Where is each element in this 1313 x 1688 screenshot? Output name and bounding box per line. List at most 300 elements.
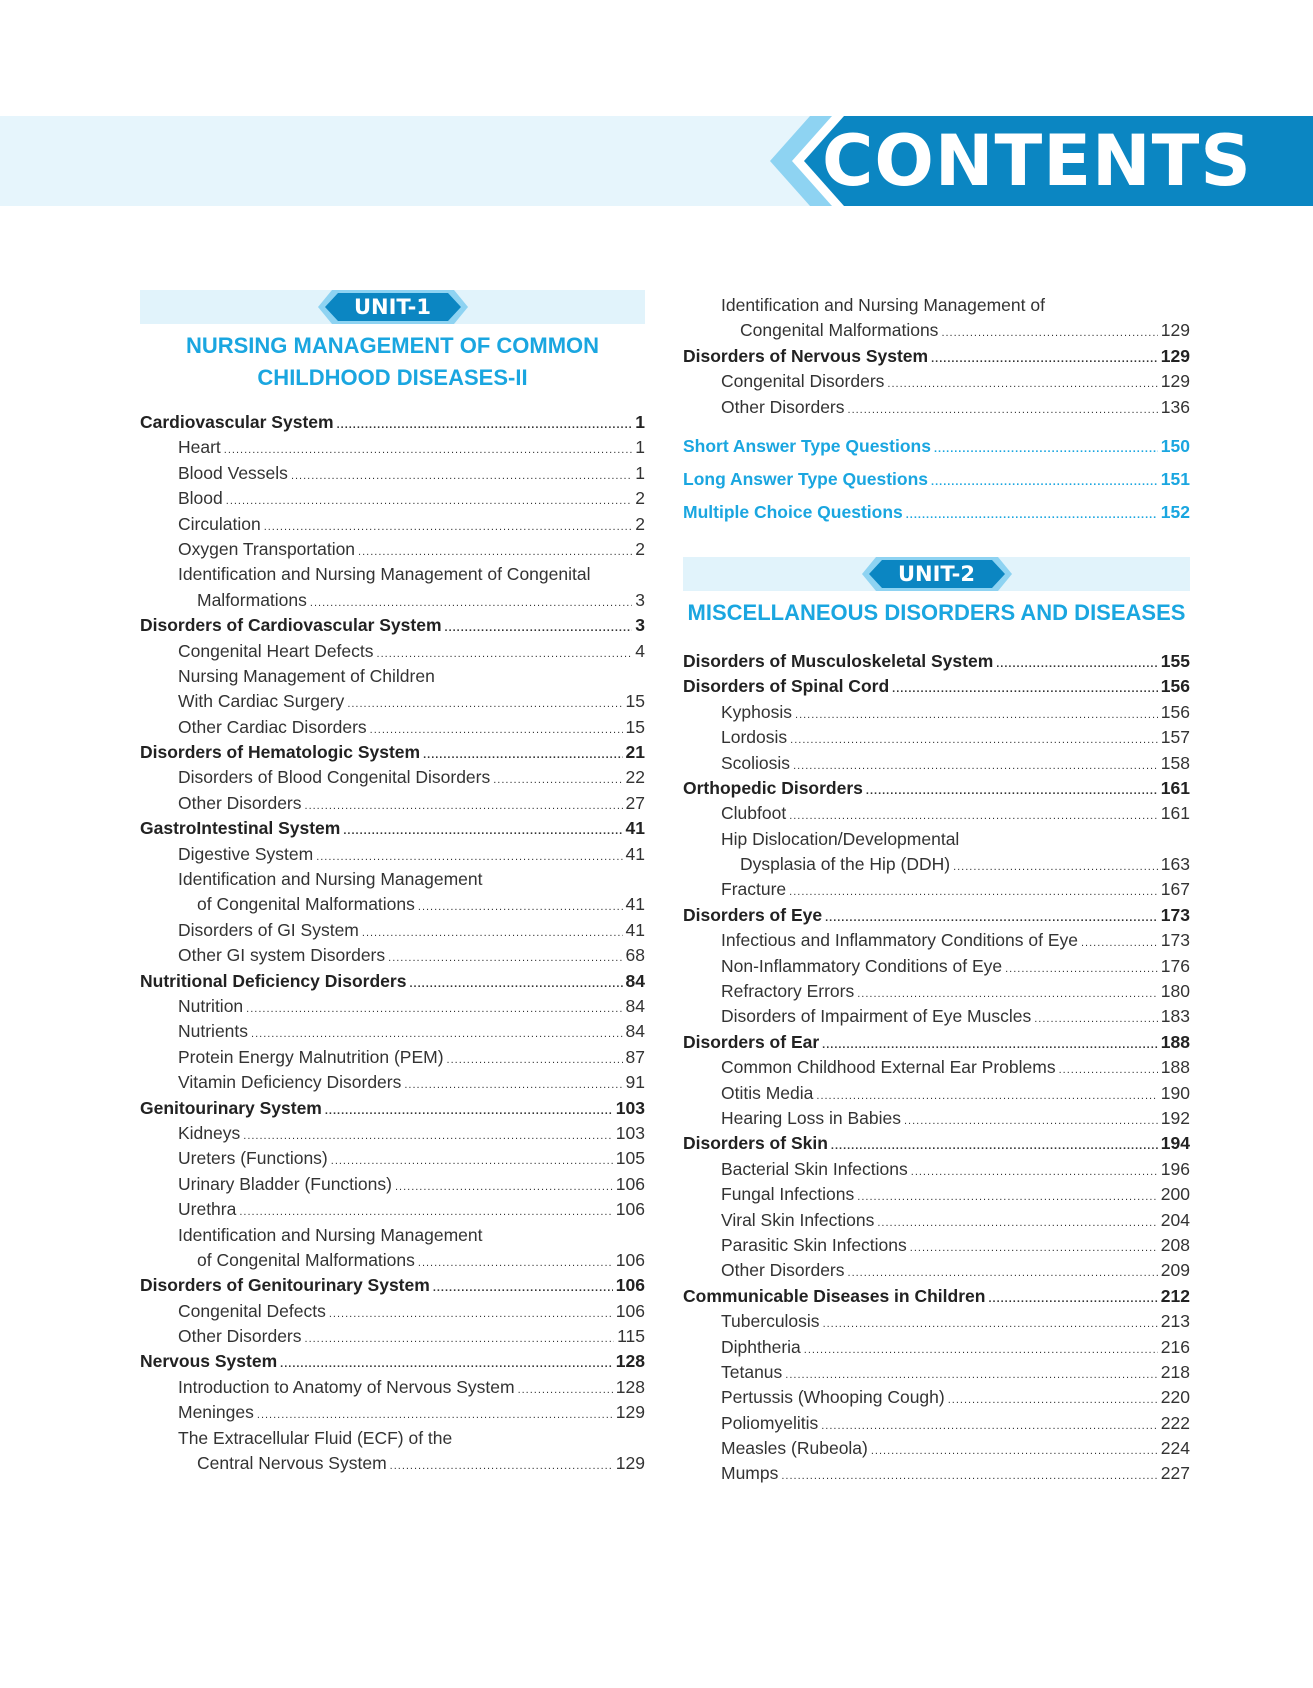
toc-heading-entry: [683, 903, 1190, 928]
toc-heading-entry: [683, 1030, 1190, 1055]
page-number: 129: [615, 1453, 645, 1474]
toc-entry: [140, 715, 645, 740]
entry-title: Urethra: [178, 1199, 237, 1220]
toc-entry: [140, 1324, 645, 1349]
toc-entry: [140, 892, 645, 917]
toc-heading-entry: [140, 410, 645, 435]
toc-entry: [140, 1070, 645, 1095]
dot-leader: [325, 1099, 613, 1124]
entry-title: Introduction to Anatomy of Nervous System: [178, 1376, 515, 1397]
dot-leader: [493, 768, 622, 793]
toc-entry: [140, 943, 645, 968]
entry-title: Refractory Errors: [721, 981, 855, 1002]
entry-title: Multiple Choice Questions: [683, 501, 903, 522]
dot-leader: [362, 921, 623, 946]
page-number: 87: [625, 1046, 645, 1067]
toc-entry: [683, 801, 1190, 826]
entry-title: Protein Energy Malnutrition (PEM): [178, 1046, 444, 1067]
dot-leader: [291, 464, 632, 489]
unit-title-line: MISCELLANEOUS DISORDERS AND DISEASES: [687, 599, 1186, 625]
page-number: 218: [1160, 1361, 1190, 1382]
dot-leader: [343, 819, 622, 844]
toc-entry: [683, 1106, 1190, 1131]
toc-entry: [140, 461, 645, 486]
toc-entry: [140, 639, 645, 664]
entry-title: Identification and Nursing Management: [178, 869, 483, 890]
entry-title: Disorders of Musculoskeletal System: [683, 650, 994, 671]
page-number: 188: [1160, 1057, 1190, 1078]
dot-leader: [1034, 1007, 1158, 1032]
page-number: 129: [1160, 371, 1190, 392]
page-number: 167: [1160, 879, 1190, 900]
entry-title: Disorders of Nervous System: [683, 345, 929, 366]
page-number: 1: [635, 462, 645, 483]
entry-title: Fungal Infections: [721, 1184, 855, 1205]
page-number: 106: [615, 1249, 645, 1270]
entry-title: Meninges: [178, 1402, 254, 1423]
entry-title: Congenital Heart Defects: [178, 640, 374, 661]
toc-heading-entry: [140, 816, 645, 841]
toc-entry: [140, 689, 645, 714]
toc-entry: [683, 954, 1190, 979]
toc-entry: [140, 537, 645, 562]
toc-heading-entry: [683, 649, 1190, 674]
entry-title: Clubfoot: [721, 803, 787, 824]
page-number: 129: [1160, 345, 1190, 366]
entry-title: Nervous System: [140, 1351, 278, 1372]
toc-entry: [140, 918, 645, 943]
dot-leader: [804, 1338, 1158, 1363]
dot-leader: [931, 466, 1158, 499]
entry-title: Digestive System: [178, 843, 314, 864]
page-number: 1: [635, 412, 645, 432]
toc-entry: [683, 1360, 1190, 1385]
dot-leader: [857, 1185, 1158, 1210]
toc-entry: [683, 1081, 1190, 1106]
entry-title: Kyphosis: [721, 701, 793, 722]
toc-entry: [683, 1208, 1190, 1233]
dot-leader: [445, 616, 633, 641]
dot-leader: [518, 1378, 613, 1403]
question-entry: [683, 496, 1190, 529]
entry-title: Disorders of Hematologic System: [140, 742, 421, 763]
entry-title: Blood: [178, 488, 223, 509]
entry-title: Congenital Disorders: [721, 371, 885, 392]
toc-heading-entry: [140, 1096, 645, 1121]
entry-title: Oxygen Transportation: [178, 538, 356, 559]
entry-title: Parasitic Skin Infections: [721, 1234, 907, 1255]
entry-title: Identification and Nursing Management: [178, 1224, 483, 1245]
entry-title: Heart: [178, 437, 221, 458]
entry-title: Non-Inflammatory Conditions of Eye: [721, 955, 1003, 976]
page-number: 84: [625, 995, 645, 1016]
entry-title: Pertussis (Whooping Cough): [721, 1387, 945, 1408]
dot-leader: [941, 321, 1157, 346]
unit-band: [140, 290, 645, 324]
toc-entry: [140, 1248, 645, 1273]
dot-leader: [848, 398, 1158, 423]
dot-leader: [433, 1276, 613, 1301]
page-number: 220: [1160, 1387, 1190, 1408]
entry-title: Bacterial Skin Infections: [721, 1158, 908, 1179]
page-number: 21: [625, 742, 645, 763]
page-number: 188: [1160, 1031, 1190, 1052]
dot-leader: [934, 433, 1158, 466]
toc-heading-entry: [683, 776, 1190, 801]
entry-title: Nursing Management of Children: [178, 665, 435, 686]
entry-title: Cardiovascular System: [140, 412, 334, 432]
page-number: 129: [1160, 320, 1190, 341]
entry-title: Poliomyelitis: [721, 1412, 819, 1433]
dot-leader: [409, 972, 622, 997]
dot-leader: [246, 997, 622, 1022]
entry-title: Other Disorders: [178, 792, 302, 813]
toc-entry: [683, 700, 1190, 725]
page-number: 2: [635, 513, 645, 534]
entry-title: Congenital Malformations: [740, 320, 939, 341]
toc-entry: [140, 664, 645, 689]
toc-entry: [140, 486, 645, 511]
toc-entry: [140, 1172, 645, 1197]
dot-leader: [305, 794, 623, 819]
page-number: 106: [615, 1275, 645, 1296]
page-number: 105: [615, 1148, 645, 1169]
contents-column-right: [683, 293, 1190, 1487]
entry-title: Other Disorders: [721, 1260, 845, 1281]
toc-list: [683, 293, 1190, 420]
page-number: 3: [635, 589, 645, 610]
toc-entry: [683, 1258, 1190, 1283]
page-number: 41: [625, 818, 645, 839]
entry-title: Disorders of Blood Congenital Disorders: [178, 767, 491, 788]
dot-leader: [892, 677, 1158, 702]
toc-entry: [683, 1004, 1190, 1029]
entry-title: Identification and Nursing Management of Congenital: [178, 564, 591, 585]
dot-leader: [866, 779, 1158, 804]
entry-title: Disorders of GI System: [178, 919, 359, 940]
entry-title: Nutrition: [178, 995, 244, 1016]
toc-entry: [140, 1146, 645, 1171]
entry-title: Other Cardiac Disorders: [178, 716, 367, 737]
toc-entry: [683, 877, 1190, 902]
unit-title-line: CHILDHOOD DISEASES-II: [257, 365, 528, 390]
page-number: 3: [635, 615, 645, 636]
dot-leader: [418, 1251, 613, 1276]
toc-entry: [683, 852, 1190, 877]
dot-leader: [953, 855, 1158, 880]
entry-title: Tetanus: [721, 1361, 783, 1382]
unit-label: UNIT-1: [353, 295, 431, 319]
dot-leader: [996, 652, 1158, 677]
toc-entry: [140, 867, 645, 892]
toc-entry: [140, 994, 645, 1019]
dot-leader: [388, 946, 622, 971]
page-number: 1: [635, 437, 645, 458]
dot-leader: [910, 1236, 1158, 1261]
toc-entry: [140, 1223, 645, 1248]
dot-leader: [904, 1109, 1158, 1134]
entry-title: Ureters (Functions): [178, 1148, 328, 1169]
entry-title: Hearing Loss in Babies: [721, 1107, 901, 1128]
dot-leader: [871, 1439, 1158, 1464]
page-number: 156: [1160, 701, 1190, 722]
page-number: 173: [1160, 904, 1190, 925]
entry-title: Identification and Nursing Management of: [721, 295, 1045, 315]
page-number: 41: [625, 919, 645, 940]
entry-title: Scoliosis: [721, 752, 791, 773]
entry-title: Communicable Diseases in Children: [683, 1285, 986, 1306]
dot-leader: [821, 1414, 1158, 1439]
unit-title-line: NURSING MANAGEMENT OF COMMON: [185, 333, 600, 358]
entry-title: Diphtheria: [721, 1336, 801, 1357]
entry-title: Vitamin Deficiency Disorders: [178, 1072, 402, 1093]
toc-entry: [683, 1436, 1190, 1461]
dot-leader: [337, 413, 633, 438]
unit-band: [683, 557, 1190, 591]
dot-leader: [988, 1287, 1157, 1312]
page-number: 161: [1160, 803, 1190, 824]
page-number: 183: [1160, 1006, 1190, 1027]
page-number: 4: [635, 640, 645, 661]
unit-tag: [862, 557, 1012, 591]
unit-tag: [318, 290, 468, 324]
page-number: 224: [1160, 1438, 1190, 1459]
entry-title: Nutritional Deficiency Disorders: [140, 970, 407, 991]
entry-title: Disorders of Impairment of Eye Muscles: [721, 1006, 1032, 1027]
entry-title: Tuberculosis: [721, 1311, 820, 1332]
dot-leader: [789, 880, 1158, 905]
page-number: 68: [625, 945, 645, 966]
page-number: 212: [1160, 1285, 1190, 1306]
toc-entry: [140, 435, 645, 460]
toc-entry: [140, 1197, 645, 1222]
entry-title: Viral Skin Infections: [721, 1209, 875, 1230]
toc-entry: [683, 751, 1190, 776]
toc-entry: [683, 725, 1190, 750]
entry-title: Disorders of Cardiovascular System: [140, 615, 442, 636]
entry-title: of Congenital Malformations: [197, 894, 415, 915]
unit-title: [140, 330, 645, 394]
dot-leader: [329, 1302, 613, 1327]
dot-leader: [1005, 957, 1158, 982]
page-number: 103: [615, 1122, 645, 1143]
toc-entry: [140, 562, 645, 587]
toc-entry: [683, 979, 1190, 1004]
entry-title: Long Answer Type Questions: [683, 468, 929, 489]
unit-2-header: [683, 557, 1190, 629]
entry-title: Hip Dislocation/Developmental: [721, 828, 960, 849]
entry-title: Circulation: [178, 513, 261, 534]
toc-entry: [683, 1055, 1190, 1080]
entry-title: Disorders of Eye: [683, 904, 823, 925]
entry-title: Other GI system Disorders: [178, 945, 386, 966]
dot-leader: [823, 1312, 1158, 1337]
toc-entry: [683, 293, 1190, 318]
question-entry: [683, 430, 1190, 463]
toc-heading-entry: [140, 1349, 645, 1374]
entry-title: Disorders of Spinal Cord: [683, 676, 890, 697]
page-number: 194: [1160, 1133, 1190, 1154]
page-number: 213: [1160, 1311, 1190, 1332]
entry-title: Urinary Bladder (Functions): [178, 1173, 392, 1194]
dot-leader: [790, 728, 1158, 753]
toc-entry: [140, 1375, 645, 1400]
toc-entry: [140, 1400, 645, 1425]
entry-title: Common Childhood External Ear Problems: [721, 1057, 1056, 1078]
dot-leader: [906, 499, 1158, 532]
toc-entry: [683, 1182, 1190, 1207]
entry-title: Disorders of Genitourinary System: [140, 1275, 430, 1296]
toc-heading-entry: [140, 613, 645, 638]
page-number: 15: [625, 691, 645, 712]
entry-title: Disorders of Skin: [683, 1133, 828, 1154]
entry-title: Lordosis: [721, 727, 788, 748]
dot-leader: [877, 1211, 1157, 1236]
page-number: 41: [625, 843, 645, 864]
toc-entry: [683, 1309, 1190, 1334]
dot-leader: [911, 1160, 1158, 1185]
page-number: 158: [1160, 752, 1190, 773]
page-number: 128: [615, 1351, 645, 1372]
entry-title: Fracture: [721, 879, 787, 900]
entry-title: Kidneys: [178, 1122, 241, 1143]
dot-leader: [948, 1388, 1158, 1413]
dot-leader: [795, 703, 1158, 728]
page-number: 200: [1160, 1184, 1190, 1205]
toc-entry: [683, 1385, 1190, 1410]
entry-title: Central Nervous System: [197, 1453, 387, 1474]
page-number: 161: [1160, 777, 1190, 798]
entry-title: Genitourinary System: [140, 1097, 322, 1118]
page-number: 163: [1160, 854, 1190, 875]
toc-heading-entry: [683, 344, 1190, 369]
page-number: 91: [625, 1072, 645, 1093]
page-number: 15: [625, 716, 645, 737]
page-number: 128: [615, 1376, 645, 1397]
toc-entry: [140, 1045, 645, 1070]
entry-title: Other Disorders: [178, 1326, 302, 1347]
page-number: 106: [615, 1300, 645, 1321]
entry-title: Blood Vessels: [178, 462, 288, 483]
page-number: 2: [635, 488, 645, 509]
toc-entry: [140, 512, 645, 537]
entry-title: Dysplasia of the Hip (DDH): [740, 854, 951, 875]
toc-heading-entry: [683, 674, 1190, 699]
page-number: 196: [1160, 1158, 1190, 1179]
page-number: 84: [625, 1021, 645, 1042]
toc-entry: [683, 1461, 1190, 1486]
page-number: 136: [1160, 396, 1190, 417]
page-number: 192: [1160, 1107, 1190, 1128]
toc-entry: [140, 791, 645, 816]
toc-heading-entry: [683, 1131, 1190, 1156]
toc-entry: [140, 1121, 645, 1146]
page-number: 2: [635, 538, 645, 559]
toc-list: [683, 649, 1190, 1487]
dot-leader: [418, 895, 623, 920]
dot-leader: [404, 1073, 622, 1098]
toc-entry: [140, 1019, 645, 1044]
entry-title: Orthopedic Disorders: [683, 777, 863, 798]
entry-title: Disorders of Ear: [683, 1031, 820, 1052]
page-number: 129: [615, 1402, 645, 1423]
entry-title: Measles (Rubeola): [721, 1438, 868, 1459]
dot-leader: [305, 1327, 615, 1352]
entry-title: Mumps: [721, 1463, 779, 1484]
toc-heading-entry: [140, 740, 645, 765]
unit-1-header: [140, 290, 645, 394]
page-number: 180: [1160, 981, 1190, 1002]
page-title: CONTENTS: [822, 120, 1252, 202]
toc-entry: [683, 827, 1190, 852]
toc-heading-entry: [140, 1273, 645, 1298]
toc-entry: [140, 1451, 645, 1476]
dot-leader: [781, 1464, 1157, 1489]
page-number: 103: [615, 1097, 645, 1118]
unit-title: [683, 597, 1190, 629]
page-number: 190: [1160, 1082, 1190, 1103]
toc-entry: [683, 369, 1190, 394]
entry-title: The Extracellular Fluid (ECF) of the: [178, 1427, 453, 1448]
page-number: 208: [1160, 1234, 1190, 1255]
page-number: 84: [625, 970, 645, 991]
entry-title: Congenital Defects: [178, 1300, 326, 1321]
page-number: 106: [615, 1199, 645, 1220]
page-number: 216: [1160, 1336, 1190, 1357]
dot-leader: [1059, 1058, 1158, 1083]
entry-title: Other Disorders: [721, 396, 845, 417]
dot-leader: [447, 1048, 623, 1073]
page-number: 150: [1160, 435, 1190, 456]
page-number: 27: [625, 792, 645, 813]
dot-leader: [931, 347, 1158, 372]
toc-entry: [683, 928, 1190, 953]
toc-list: [140, 410, 645, 1476]
toc-entry: [140, 588, 645, 613]
entry-title: With Cardiac Surgery: [178, 691, 345, 712]
entry-title: of Congenital Malformations: [197, 1249, 415, 1270]
page-number: 227: [1160, 1463, 1190, 1484]
question-entry: [683, 463, 1190, 496]
dot-leader: [347, 692, 622, 717]
dot-leader: [226, 489, 633, 514]
dot-leader: [887, 372, 1157, 397]
entry-title: Malformations: [197, 589, 307, 610]
page-number: 115: [617, 1326, 645, 1347]
toc-heading-entry: [683, 1284, 1190, 1309]
contents-column-left: [140, 290, 645, 1476]
page-number: 173: [1160, 930, 1190, 951]
page-number: 22: [625, 767, 645, 788]
entry-title: Nutrients: [178, 1021, 249, 1042]
page-number: 209: [1160, 1260, 1190, 1281]
toc-entry: [683, 1157, 1190, 1182]
toc-entry: [140, 1426, 645, 1451]
toc-entry: [683, 1233, 1190, 1258]
page-number: 222: [1160, 1412, 1190, 1433]
page-number: 155: [1160, 650, 1190, 671]
page-number: 204: [1160, 1209, 1190, 1230]
page-number: 151: [1160, 468, 1190, 489]
page-number: 157: [1160, 727, 1190, 748]
toc-entry: [683, 1335, 1190, 1360]
dot-leader: [390, 1454, 613, 1479]
page-number: 152: [1160, 501, 1190, 522]
entry-title: Otitis Media: [721, 1082, 814, 1103]
entry-title: GastroIntestinal System: [140, 818, 341, 839]
toc-entry: [683, 1411, 1190, 1436]
dot-leader: [395, 1175, 613, 1200]
